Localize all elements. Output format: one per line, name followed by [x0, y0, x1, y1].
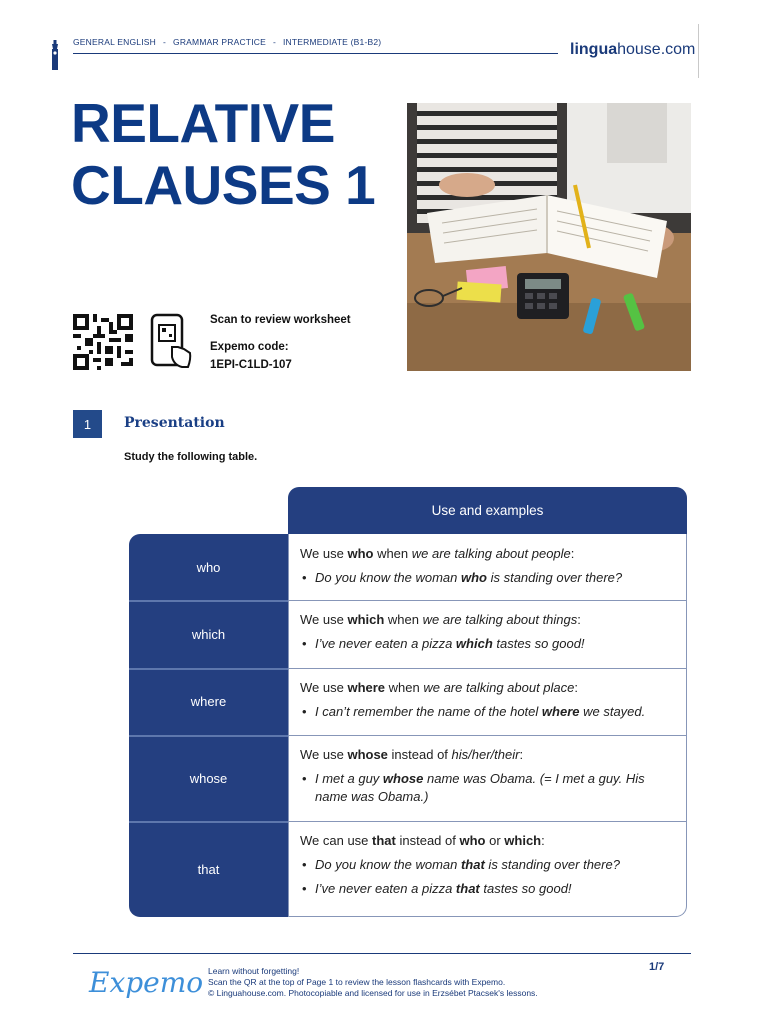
footer-line-1: Learn without forgetting! — [208, 966, 300, 976]
scan-instruction: Scan to review worksheet — [210, 314, 351, 326]
table-row-body — [300, 679, 680, 721]
text-segment: where — [541, 704, 580, 719]
usage-line — [300, 832, 680, 850]
text-segment: when — [384, 612, 423, 627]
text-segment: who — [347, 546, 374, 561]
table-row-key: who — [196, 559, 221, 575]
usage-line — [300, 679, 680, 697]
table-row-body — [300, 746, 680, 806]
text-segment: his/her/their — [451, 747, 520, 762]
text-segment: : — [570, 546, 575, 561]
footer-text — [208, 966, 538, 999]
example-sentence — [300, 770, 680, 806]
text-segment: that — [372, 833, 396, 848]
table-row-body — [300, 832, 680, 898]
text-segment: I’ve never eaten a pizza — [315, 881, 456, 896]
text-segment: instead of — [387, 747, 452, 762]
breadcrumb — [73, 37, 381, 47]
text-segment: Do you know the woman — [315, 570, 461, 585]
text-segment: we are talking about things — [422, 612, 578, 627]
text-segment: name was Obama. (= I met a guy. His name was Obama.) — [315, 771, 645, 804]
section-title: Presentation — [124, 415, 225, 431]
text-segment: I can’t remember the name of the hotel — [315, 704, 542, 719]
table-header: Use and examples — [288, 487, 687, 534]
expemo-code-label: Expemo code: — [210, 341, 289, 353]
big-ben-icon — [50, 40, 60, 70]
title-line-1: RELATIVE — [71, 92, 335, 154]
text-segment: We can use — [300, 833, 373, 848]
table-row-key: that — [197, 861, 220, 877]
text-segment: : — [577, 612, 581, 627]
footer-line-3: © Linguahouse.com. Photocopiable and licensed for use in Erzsébet Ptacsek's lessons. — [208, 988, 538, 998]
text-segment: I’ve never eaten a pizza — [315, 636, 456, 651]
breadcrumb-separator: - — [163, 37, 167, 47]
text-segment: tastes so good! — [492, 636, 585, 651]
row-divider — [288, 821, 687, 822]
text-segment: which — [504, 833, 542, 848]
text-segment: who — [459, 833, 486, 848]
expemo-code-value: 1EPI-C1LD-107 — [210, 359, 292, 371]
phone-scan-icon — [150, 313, 192, 371]
usage-line — [300, 746, 680, 764]
text-segment: which — [455, 636, 493, 651]
text-segment: We use — [300, 612, 348, 627]
text-segment: We use — [300, 747, 348, 762]
text-segment: I met a guy — [315, 771, 383, 786]
breadcrumb-category: GRAMMAR PRACTICE — [173, 37, 266, 47]
row-divider — [288, 600, 687, 601]
row-divider — [288, 735, 687, 736]
text-segment: : — [519, 747, 524, 762]
header-divider — [73, 53, 558, 54]
table-row-body — [300, 611, 680, 653]
text-segment: : — [541, 833, 545, 848]
text-segment: that — [455, 881, 480, 896]
footer-line-2: Scan the QR at the top of Page 1 to review the lesson flashcards with Expemo. — [208, 977, 506, 987]
expemo-logo[interactable] — [87, 962, 204, 1006]
study-photo — [407, 103, 691, 371]
row-divider — [129, 735, 288, 737]
text-segment: is standing over there? — [484, 857, 620, 872]
section-instruction: Study the following table. — [124, 451, 258, 463]
text-segment: where — [347, 680, 386, 695]
text-segment: : — [574, 680, 579, 695]
brand-rest: house.com — [617, 41, 696, 58]
brand-bold: lingua — [570, 41, 618, 58]
text-segment: we stayed. — [579, 704, 646, 719]
example-sentence — [300, 880, 680, 898]
text-segment: who — [460, 570, 487, 585]
example-sentence — [300, 856, 680, 874]
text-segment: We use — [300, 680, 348, 695]
table-row-key: whose — [189, 770, 228, 786]
example-sentence — [300, 703, 680, 721]
breadcrumb-level: INTERMEDIATE (B1-B2) — [283, 37, 382, 47]
row-divider — [129, 600, 288, 602]
usage-line — [300, 545, 680, 563]
text-segment: or — [485, 833, 505, 848]
text-segment: tastes so good! — [479, 881, 572, 896]
brand-divider — [698, 24, 699, 78]
usage-line — [300, 611, 680, 629]
title-line-2: CLAUSES 1 — [71, 154, 376, 216]
row-divider — [288, 668, 687, 669]
breadcrumb-separator: - — [272, 37, 276, 47]
text-segment: when — [385, 680, 424, 695]
text-segment: whose — [382, 771, 424, 786]
footer-divider — [73, 953, 691, 954]
qr-code-icon[interactable] — [73, 314, 133, 370]
expemo-logo-text: Expemo — [89, 966, 204, 999]
text-segment: we are talking about place — [423, 680, 575, 695]
text-segment: We use — [300, 546, 348, 561]
text-segment: whose — [347, 747, 388, 762]
page-number: 1/7 — [649, 961, 665, 973]
section-number: 1 — [73, 410, 102, 438]
example-sentence — [300, 635, 680, 653]
table-row-body — [300, 545, 680, 587]
page-title — [71, 92, 401, 216]
row-divider — [129, 668, 288, 670]
breadcrumb-subject: GENERAL ENGLISH — [73, 37, 156, 47]
text-segment: Do you know the woman — [315, 857, 461, 872]
brand-logo[interactable] — [570, 41, 695, 59]
text-segment: we are talking about people — [411, 546, 571, 561]
row-divider — [129, 821, 288, 823]
text-segment: that — [460, 857, 485, 872]
text-segment: instead of — [395, 833, 460, 848]
example-sentence — [300, 569, 680, 587]
table-row-key: where — [190, 694, 227, 709]
text-segment: when — [373, 546, 412, 561]
table-row-key: which — [191, 626, 226, 642]
text-segment: which — [347, 612, 385, 627]
text-segment: is standing over there? — [486, 570, 623, 585]
